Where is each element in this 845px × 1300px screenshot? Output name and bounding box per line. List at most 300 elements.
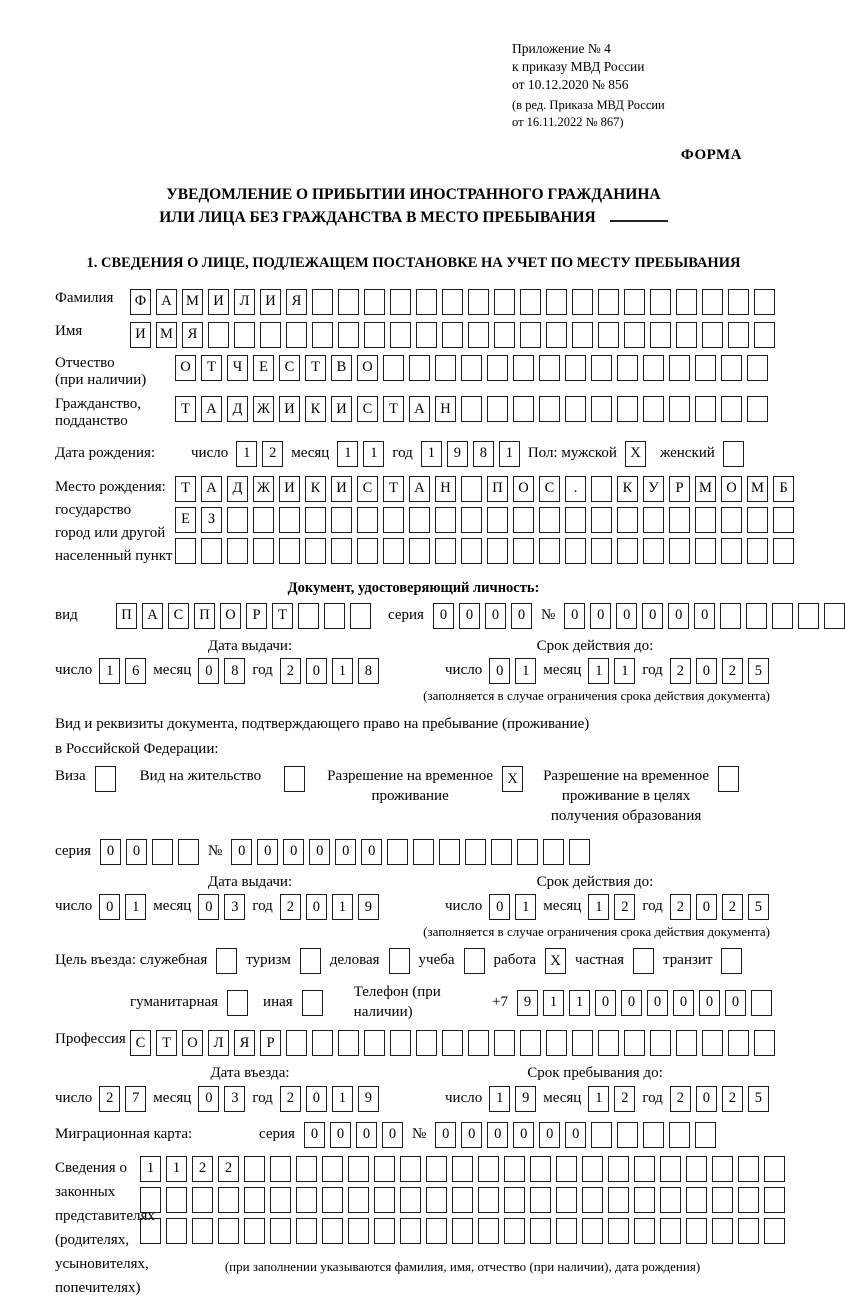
char-cell[interactable] xyxy=(608,1187,629,1213)
char-cell[interactable] xyxy=(296,1156,317,1182)
char-cell[interactable]: О xyxy=(182,1030,203,1056)
char-cell[interactable]: 0 xyxy=(304,1122,325,1148)
char-cell[interactable] xyxy=(721,538,742,564)
char-cell[interactable] xyxy=(798,603,819,629)
char-cell[interactable] xyxy=(284,766,305,792)
char-cell[interactable] xyxy=(539,507,560,533)
char-cell[interactable] xyxy=(556,1156,577,1182)
char-cell[interactable]: 0 xyxy=(616,603,637,629)
char-cell[interactable]: Т xyxy=(175,396,196,422)
char-cell[interactable] xyxy=(152,839,173,865)
temp-residence-checkbox[interactable] xyxy=(502,766,523,792)
char-cell[interactable] xyxy=(773,538,794,564)
doc-type-input[interactable] xyxy=(116,603,371,629)
char-cell[interactable] xyxy=(487,507,508,533)
char-cell[interactable] xyxy=(348,1156,369,1182)
char-cell[interactable] xyxy=(331,538,352,564)
char-cell[interactable] xyxy=(192,1218,213,1244)
char-cell[interactable]: 2 xyxy=(670,1086,691,1112)
char-cell[interactable] xyxy=(591,1122,612,1148)
char-cell[interactable] xyxy=(754,289,775,315)
char-cell[interactable]: 1 xyxy=(332,1086,353,1112)
char-cell[interactable]: 0 xyxy=(725,990,746,1016)
char-cell[interactable]: Т xyxy=(383,476,404,502)
birth-year-input[interactable] xyxy=(421,441,520,467)
char-cell[interactable]: 0 xyxy=(699,990,720,1016)
representatives-row2-input[interactable] xyxy=(140,1187,785,1213)
char-cell[interactable] xyxy=(520,1030,541,1056)
char-cell[interactable]: 0 xyxy=(489,658,510,684)
char-cell[interactable] xyxy=(695,507,716,533)
char-cell[interactable] xyxy=(650,1030,671,1056)
char-cell[interactable]: А xyxy=(201,396,222,422)
char-cell[interactable] xyxy=(676,1030,697,1056)
char-cell[interactable]: 1 xyxy=(588,1086,609,1112)
permit-expiry-year-input[interactable] xyxy=(670,894,769,920)
char-cell[interactable] xyxy=(260,322,281,348)
char-cell[interactable] xyxy=(487,538,508,564)
char-cell[interactable] xyxy=(218,1187,239,1213)
char-cell[interactable] xyxy=(747,538,768,564)
char-cell[interactable] xyxy=(244,1156,265,1182)
char-cell[interactable]: 0 xyxy=(668,603,689,629)
surname-input[interactable] xyxy=(130,289,775,315)
char-cell[interactable]: 0 xyxy=(673,990,694,1016)
char-cell[interactable] xyxy=(416,289,437,315)
permit-expiry-month-input[interactable] xyxy=(588,894,635,920)
char-cell[interactable] xyxy=(660,1218,681,1244)
char-cell[interactable] xyxy=(650,289,671,315)
char-cell[interactable] xyxy=(270,1156,291,1182)
char-cell[interactable] xyxy=(738,1218,759,1244)
char-cell[interactable] xyxy=(721,396,742,422)
char-cell[interactable] xyxy=(728,322,749,348)
char-cell[interactable]: 9 xyxy=(517,990,538,1016)
char-cell[interactable] xyxy=(530,1187,551,1213)
char-cell[interactable]: 0 xyxy=(231,839,252,865)
char-cell[interactable] xyxy=(491,839,512,865)
representatives-row3-input[interactable] xyxy=(140,1218,785,1244)
permit-issue-year-input[interactable] xyxy=(280,894,379,920)
char-cell[interactable]: 0 xyxy=(511,603,532,629)
char-cell[interactable]: Д xyxy=(227,476,248,502)
char-cell[interactable]: 2 xyxy=(722,1086,743,1112)
char-cell[interactable]: 2 xyxy=(99,1086,120,1112)
char-cell[interactable] xyxy=(764,1187,785,1213)
doc-issue-day-input[interactable] xyxy=(99,658,146,684)
char-cell[interactable]: А xyxy=(156,289,177,315)
char-cell[interactable] xyxy=(513,396,534,422)
char-cell[interactable] xyxy=(634,1218,655,1244)
patronymic-input[interactable] xyxy=(175,355,768,381)
char-cell[interactable]: В xyxy=(331,355,352,381)
char-cell[interactable] xyxy=(633,948,654,974)
char-cell[interactable]: О xyxy=(513,476,534,502)
char-cell[interactable]: X xyxy=(502,766,523,792)
char-cell[interactable]: Л xyxy=(208,1030,229,1056)
permit-issue-day-input[interactable] xyxy=(99,894,146,920)
char-cell[interactable]: Н xyxy=(435,476,456,502)
char-cell[interactable]: 2 xyxy=(614,894,635,920)
char-cell[interactable] xyxy=(634,1156,655,1182)
char-cell[interactable] xyxy=(598,322,619,348)
char-cell[interactable]: А xyxy=(142,603,163,629)
char-cell[interactable] xyxy=(504,1187,525,1213)
char-cell[interactable]: 0 xyxy=(306,1086,327,1112)
char-cell[interactable]: 0 xyxy=(696,658,717,684)
char-cell[interactable] xyxy=(754,1030,775,1056)
char-cell[interactable] xyxy=(598,1030,619,1056)
char-cell[interactable]: К xyxy=(305,476,326,502)
char-cell[interactable] xyxy=(322,1218,343,1244)
char-cell[interactable] xyxy=(305,507,326,533)
char-cell[interactable]: О xyxy=(721,476,742,502)
char-cell[interactable]: 0 xyxy=(489,894,510,920)
char-cell[interactable] xyxy=(350,603,371,629)
char-cell[interactable]: 1 xyxy=(332,894,353,920)
char-cell[interactable] xyxy=(390,289,411,315)
char-cell[interactable]: 2 xyxy=(722,894,743,920)
char-cell[interactable]: Т xyxy=(305,355,326,381)
char-cell[interactable] xyxy=(192,1187,213,1213)
char-cell[interactable] xyxy=(520,289,541,315)
char-cell[interactable]: X xyxy=(625,441,646,467)
char-cell[interactable]: 1 xyxy=(489,1086,510,1112)
char-cell[interactable]: И xyxy=(130,322,151,348)
char-cell[interactable]: 2 xyxy=(192,1156,213,1182)
birthplace-row2-input[interactable] xyxy=(175,507,794,533)
char-cell[interactable] xyxy=(539,396,560,422)
char-cell[interactable] xyxy=(279,538,300,564)
char-cell[interactable]: 5 xyxy=(748,658,769,684)
char-cell[interactable] xyxy=(487,396,508,422)
char-cell[interactable] xyxy=(409,538,430,564)
char-cell[interactable] xyxy=(338,322,359,348)
char-cell[interactable] xyxy=(175,538,196,564)
char-cell[interactable] xyxy=(591,507,612,533)
char-cell[interactable] xyxy=(643,396,664,422)
char-cell[interactable] xyxy=(409,355,430,381)
char-cell[interactable] xyxy=(669,538,690,564)
char-cell[interactable] xyxy=(296,1187,317,1213)
char-cell[interactable]: Ч xyxy=(227,355,248,381)
char-cell[interactable]: 0 xyxy=(306,894,327,920)
char-cell[interactable] xyxy=(572,289,593,315)
char-cell[interactable] xyxy=(513,507,534,533)
char-cell[interactable] xyxy=(322,1187,343,1213)
char-cell[interactable] xyxy=(591,476,612,502)
char-cell[interactable]: С xyxy=(168,603,189,629)
char-cell[interactable] xyxy=(582,1156,603,1182)
purpose-tourism-checkbox[interactable] xyxy=(300,948,321,974)
char-cell[interactable] xyxy=(565,507,586,533)
char-cell[interactable] xyxy=(426,1218,447,1244)
char-cell[interactable]: 2 xyxy=(280,658,301,684)
char-cell[interactable] xyxy=(660,1187,681,1213)
char-cell[interactable]: 0 xyxy=(565,1122,586,1148)
char-cell[interactable] xyxy=(302,990,323,1016)
char-cell[interactable] xyxy=(634,1187,655,1213)
char-cell[interactable]: О xyxy=(357,355,378,381)
char-cell[interactable]: 8 xyxy=(473,441,494,467)
char-cell[interactable] xyxy=(400,1218,421,1244)
purpose-private-checkbox[interactable] xyxy=(633,948,654,974)
temp-residence-edu-checkbox[interactable] xyxy=(718,766,739,792)
permit-expiry-day-input[interactable] xyxy=(489,894,536,920)
char-cell[interactable] xyxy=(166,1187,187,1213)
char-cell[interactable] xyxy=(617,396,638,422)
char-cell[interactable] xyxy=(383,355,404,381)
char-cell[interactable]: Р xyxy=(669,476,690,502)
char-cell[interactable]: И xyxy=(331,476,352,502)
char-cell[interactable] xyxy=(216,948,237,974)
char-cell[interactable]: 1 xyxy=(614,658,635,684)
char-cell[interactable]: X xyxy=(545,948,566,974)
char-cell[interactable] xyxy=(270,1218,291,1244)
char-cell[interactable]: Е xyxy=(253,355,274,381)
char-cell[interactable]: Н xyxy=(435,396,456,422)
char-cell[interactable]: 1 xyxy=(236,441,257,467)
char-cell[interactable]: 9 xyxy=(358,1086,379,1112)
char-cell[interactable] xyxy=(718,766,739,792)
char-cell[interactable] xyxy=(591,538,612,564)
char-cell[interactable]: 0 xyxy=(306,658,327,684)
char-cell[interactable]: С xyxy=(279,355,300,381)
char-cell[interactable] xyxy=(504,1218,525,1244)
char-cell[interactable]: 0 xyxy=(361,839,382,865)
char-cell[interactable] xyxy=(348,1218,369,1244)
phone-input[interactable] xyxy=(517,990,772,1016)
char-cell[interactable]: 0 xyxy=(696,894,717,920)
char-cell[interactable]: И xyxy=(331,396,352,422)
char-cell[interactable]: 1 xyxy=(363,441,384,467)
permit-number-input[interactable] xyxy=(231,839,590,865)
char-cell[interactable] xyxy=(546,1030,567,1056)
char-cell[interactable] xyxy=(140,1187,161,1213)
char-cell[interactable] xyxy=(387,839,408,865)
char-cell[interactable]: 1 xyxy=(515,658,536,684)
char-cell[interactable]: У xyxy=(643,476,664,502)
char-cell[interactable]: С xyxy=(130,1030,151,1056)
char-cell[interactable] xyxy=(461,507,482,533)
char-cell[interactable] xyxy=(298,603,319,629)
char-cell[interactable] xyxy=(322,1156,343,1182)
char-cell[interactable] xyxy=(374,1187,395,1213)
char-cell[interactable]: 0 xyxy=(99,894,120,920)
entry-month-input[interactable] xyxy=(198,1086,245,1112)
char-cell[interactable] xyxy=(279,507,300,533)
citizenship-input[interactable] xyxy=(175,396,768,422)
char-cell[interactable] xyxy=(305,538,326,564)
char-cell[interactable] xyxy=(747,355,768,381)
char-cell[interactable] xyxy=(617,507,638,533)
char-cell[interactable] xyxy=(253,538,274,564)
char-cell[interactable] xyxy=(754,322,775,348)
char-cell[interactable] xyxy=(364,1030,385,1056)
char-cell[interactable] xyxy=(520,322,541,348)
char-cell[interactable] xyxy=(539,538,560,564)
purpose-business-checkbox[interactable] xyxy=(389,948,410,974)
char-cell[interactable] xyxy=(227,990,248,1016)
purpose-transit-checkbox[interactable] xyxy=(721,948,742,974)
char-cell[interactable]: 0 xyxy=(461,1122,482,1148)
char-cell[interactable]: . xyxy=(565,476,586,502)
profession-input[interactable] xyxy=(130,1030,775,1056)
char-cell[interactable] xyxy=(513,538,534,564)
char-cell[interactable] xyxy=(364,289,385,315)
char-cell[interactable] xyxy=(95,766,116,792)
char-cell[interactable]: 1 xyxy=(569,990,590,1016)
char-cell[interactable]: 0 xyxy=(126,839,147,865)
doc-number-input[interactable] xyxy=(564,603,845,629)
char-cell[interactable]: 0 xyxy=(595,990,616,1016)
char-cell[interactable] xyxy=(517,839,538,865)
char-cell[interactable]: 1 xyxy=(499,441,520,467)
char-cell[interactable] xyxy=(572,1030,593,1056)
char-cell[interactable]: 0 xyxy=(539,1122,560,1148)
char-cell[interactable]: 0 xyxy=(564,603,585,629)
char-cell[interactable]: К xyxy=(617,476,638,502)
char-cell[interactable] xyxy=(166,1218,187,1244)
char-cell[interactable]: Т xyxy=(156,1030,177,1056)
char-cell[interactable] xyxy=(464,948,485,974)
char-cell[interactable] xyxy=(218,1218,239,1244)
char-cell[interactable] xyxy=(695,1122,716,1148)
char-cell[interactable]: П xyxy=(116,603,137,629)
char-cell[interactable] xyxy=(608,1218,629,1244)
char-cell[interactable] xyxy=(565,396,586,422)
char-cell[interactable]: 1 xyxy=(99,658,120,684)
sex-female-checkbox[interactable] xyxy=(723,441,744,467)
char-cell[interactable] xyxy=(461,355,482,381)
char-cell[interactable]: 0 xyxy=(330,1122,351,1148)
migr-number-input[interactable] xyxy=(435,1122,716,1148)
char-cell[interactable] xyxy=(504,1156,525,1182)
char-cell[interactable] xyxy=(452,1187,473,1213)
char-cell[interactable] xyxy=(234,322,255,348)
char-cell[interactable] xyxy=(312,1030,333,1056)
sex-male-checkbox[interactable] xyxy=(625,441,646,467)
permit-issue-month-input[interactable] xyxy=(198,894,245,920)
char-cell[interactable]: Р xyxy=(260,1030,281,1056)
char-cell[interactable] xyxy=(565,355,586,381)
migr-series-input[interactable] xyxy=(304,1122,403,1148)
char-cell[interactable] xyxy=(712,1218,733,1244)
visa-checkbox[interactable] xyxy=(95,766,116,792)
char-cell[interactable] xyxy=(617,538,638,564)
char-cell[interactable]: М xyxy=(747,476,768,502)
char-cell[interactable] xyxy=(539,355,560,381)
char-cell[interactable] xyxy=(695,538,716,564)
char-cell[interactable]: И xyxy=(208,289,229,315)
doc-expiry-day-input[interactable] xyxy=(489,658,536,684)
char-cell[interactable]: Т xyxy=(175,476,196,502)
stay-year-input[interactable] xyxy=(670,1086,769,1112)
doc-expiry-year-input[interactable] xyxy=(670,658,769,684)
char-cell[interactable] xyxy=(643,538,664,564)
char-cell[interactable] xyxy=(435,507,456,533)
char-cell[interactable]: 0 xyxy=(198,894,219,920)
char-cell[interactable]: 0 xyxy=(309,839,330,865)
purpose-other-checkbox[interactable] xyxy=(302,990,323,1016)
char-cell[interactable] xyxy=(772,603,793,629)
char-cell[interactable] xyxy=(286,1030,307,1056)
purpose-study-checkbox[interactable] xyxy=(464,948,485,974)
char-cell[interactable] xyxy=(624,1030,645,1056)
char-cell[interactable]: А xyxy=(201,476,222,502)
char-cell[interactable] xyxy=(452,1218,473,1244)
char-cell[interactable] xyxy=(442,1030,463,1056)
char-cell[interactable]: О xyxy=(220,603,241,629)
char-cell[interactable] xyxy=(461,538,482,564)
char-cell[interactable]: Б xyxy=(773,476,794,502)
permit-series-input[interactable] xyxy=(100,839,199,865)
char-cell[interactable]: 8 xyxy=(224,658,245,684)
doc-series-input[interactable] xyxy=(433,603,532,629)
char-cell[interactable] xyxy=(468,322,489,348)
char-cell[interactable] xyxy=(338,1030,359,1056)
char-cell[interactable] xyxy=(244,1187,265,1213)
char-cell[interactable] xyxy=(478,1187,499,1213)
char-cell[interactable] xyxy=(465,839,486,865)
char-cell[interactable] xyxy=(617,355,638,381)
char-cell[interactable] xyxy=(364,322,385,348)
char-cell[interactable] xyxy=(643,507,664,533)
char-cell[interactable] xyxy=(227,507,248,533)
char-cell[interactable]: А xyxy=(409,476,430,502)
char-cell[interactable]: Т xyxy=(201,355,222,381)
char-cell[interactable] xyxy=(530,1218,551,1244)
char-cell[interactable]: С xyxy=(357,476,378,502)
char-cell[interactable] xyxy=(617,1122,638,1148)
char-cell[interactable] xyxy=(591,355,612,381)
char-cell[interactable] xyxy=(468,1030,489,1056)
char-cell[interactable] xyxy=(764,1218,785,1244)
char-cell[interactable]: М xyxy=(182,289,203,315)
char-cell[interactable]: Т xyxy=(272,603,293,629)
char-cell[interactable] xyxy=(253,507,274,533)
char-cell[interactable] xyxy=(390,1030,411,1056)
char-cell[interactable]: 2 xyxy=(670,658,691,684)
char-cell[interactable]: Д xyxy=(227,396,248,422)
birth-month-input[interactable] xyxy=(337,441,384,467)
birthplace-row3-input[interactable] xyxy=(175,538,794,564)
char-cell[interactable] xyxy=(331,507,352,533)
char-cell[interactable]: 1 xyxy=(337,441,358,467)
char-cell[interactable]: Р xyxy=(246,603,267,629)
birthplace-row1-input[interactable] xyxy=(175,476,794,502)
purpose-work-checkbox[interactable] xyxy=(545,948,566,974)
char-cell[interactable] xyxy=(669,1122,690,1148)
char-cell[interactable]: С xyxy=(357,396,378,422)
char-cell[interactable] xyxy=(669,396,690,422)
char-cell[interactable] xyxy=(721,507,742,533)
char-cell[interactable] xyxy=(435,355,456,381)
char-cell[interactable] xyxy=(513,355,534,381)
char-cell[interactable] xyxy=(468,289,489,315)
char-cell[interactable]: 0 xyxy=(647,990,668,1016)
char-cell[interactable] xyxy=(374,1218,395,1244)
char-cell[interactable]: 0 xyxy=(485,603,506,629)
char-cell[interactable]: 1 xyxy=(166,1156,187,1182)
stay-month-input[interactable] xyxy=(588,1086,635,1112)
char-cell[interactable] xyxy=(712,1156,733,1182)
doc-issue-year-input[interactable] xyxy=(280,658,379,684)
char-cell[interactable]: 2 xyxy=(280,1086,301,1112)
char-cell[interactable] xyxy=(286,322,307,348)
char-cell[interactable] xyxy=(400,1156,421,1182)
char-cell[interactable] xyxy=(751,990,772,1016)
